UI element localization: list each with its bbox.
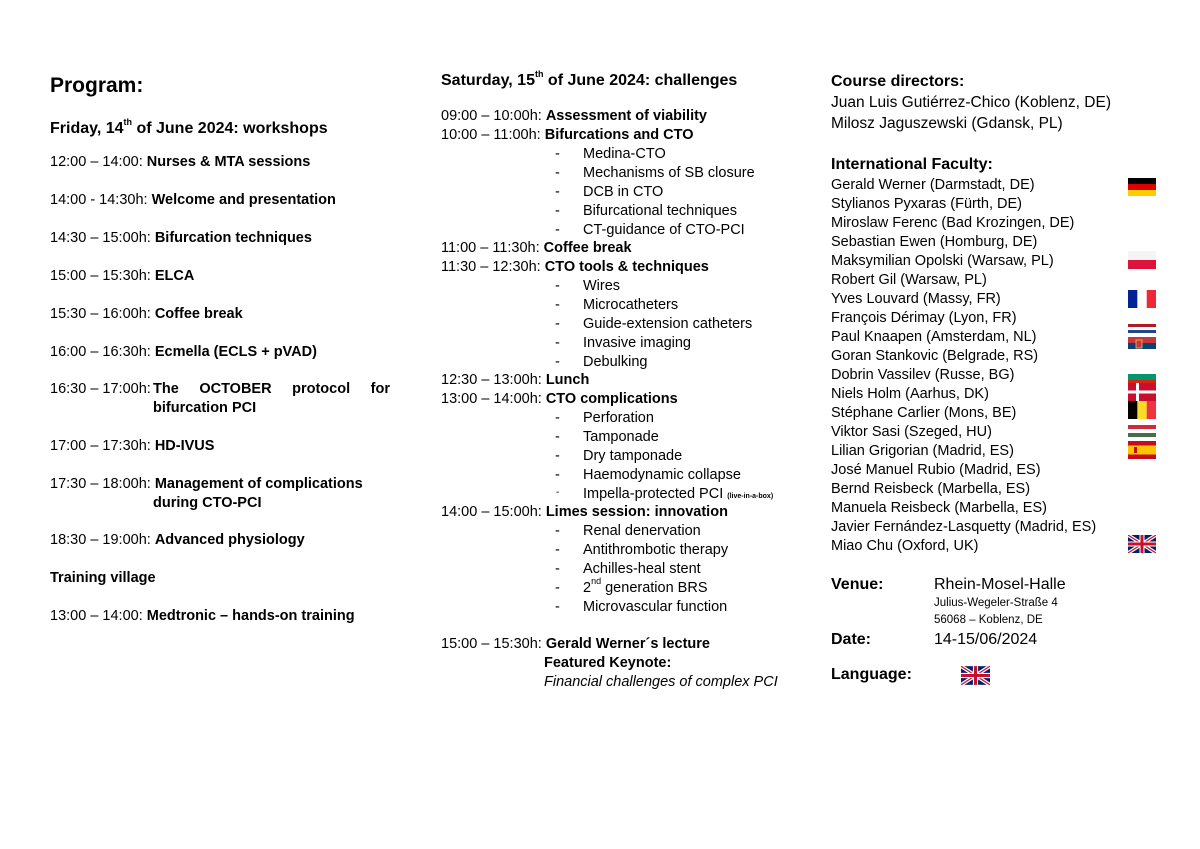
sub-bullet: - bbox=[555, 354, 560, 370]
faculty-member: Gerald Werner (Darmstadt, DE) bbox=[831, 177, 1035, 193]
faculty-member: Yves Louvard (Massy, FR) bbox=[831, 291, 1001, 307]
venue-street: Julius-Wegeler-Straße 4 bbox=[934, 597, 1058, 609]
date-label: Date: bbox=[831, 631, 872, 648]
sub-bullet: - bbox=[556, 487, 560, 498]
sub-bullet: - bbox=[555, 222, 560, 238]
sub-item: Invasive imaging bbox=[583, 335, 691, 351]
friday-heading: Friday, 14th of June 2024: workshops bbox=[50, 116, 328, 137]
sub-bullet: - bbox=[555, 278, 560, 294]
faculty-member: Dobrin Vassilev (Russe, BG) bbox=[831, 367, 1015, 383]
friday-item-title-line2: bifurcation PCI bbox=[153, 400, 257, 416]
sub-item: Debulking bbox=[583, 354, 648, 370]
lecture-item: 15:00 – 15:30h: Gerald Werner´s lecture bbox=[441, 636, 710, 652]
keynote-label: Featured Keynote: bbox=[544, 655, 672, 671]
sub-bullet: - bbox=[555, 146, 560, 162]
faculty-member: Miao Chu (Oxford, UK) bbox=[831, 538, 979, 554]
friday-item: 16:00 – 16:30h: Ecmella (ECLS + pVAD) bbox=[50, 344, 317, 360]
date-value: 14-15/06/2024 bbox=[934, 631, 1038, 648]
faculty-member: Bernd Reisbeck (Marbella, ES) bbox=[831, 481, 1031, 497]
saturday-item: 13:00 – 14:00h: CTO complications bbox=[441, 391, 678, 407]
directors-heading: Course directors: bbox=[831, 73, 965, 90]
faculty-member: Manuela Reisbeck (Marbella, ES) bbox=[831, 500, 1047, 516]
faculty-member: Javier Fernández-Lasquetty (Madrid, ES) bbox=[831, 519, 1097, 535]
friday-item: 18:30 – 19:00h: Advanced physiology bbox=[50, 532, 305, 548]
sub-item: Achilles-heal stent bbox=[583, 561, 701, 577]
sub-bullet: - bbox=[555, 448, 560, 464]
germany-flag-icon bbox=[1128, 178, 1156, 196]
faculty-member: Maksymilian Opolski (Warsaw, PL) bbox=[831, 253, 1054, 269]
sub-bullet: - bbox=[555, 165, 560, 181]
sub-item: Antithrombotic therapy bbox=[583, 542, 729, 558]
saturday-item: 12:30 – 13:00h: Lunch bbox=[441, 372, 590, 388]
sub-bullet: - bbox=[555, 561, 560, 577]
sub-item: Haemodynamic collapse bbox=[583, 467, 741, 483]
faculty-member: Lilian Grigorian (Madrid, ES) bbox=[831, 443, 1014, 459]
sub-item: Wires bbox=[583, 278, 621, 294]
saturday-item: 09:00 – 10:00h: Assessment of viability bbox=[441, 108, 707, 124]
faculty-member: Stylianos Pyxaras (Fürth, DE) bbox=[831, 196, 1022, 212]
sub-bullet: - bbox=[555, 523, 560, 539]
friday-item: 17:00 – 17:30h: HD-IVUS bbox=[50, 438, 215, 454]
saturday-item: 11:30 – 12:30h: CTO tools & techniques bbox=[441, 259, 709, 275]
director: Juan Luis Gutiérrez-Chico (Koblenz, DE) bbox=[831, 94, 1111, 111]
venue-name: Rhein-Mosel-Halle bbox=[934, 576, 1066, 593]
sub-bullet: - bbox=[555, 467, 560, 483]
sub-item: Dry tamponade bbox=[583, 448, 683, 464]
sub-item: 2nd generation BRS bbox=[583, 576, 708, 596]
sub-item: Medina-CTO bbox=[583, 146, 666, 162]
faculty-member: Viktor Sasi (Szeged, HU) bbox=[831, 424, 992, 440]
sub-item: Guide-extension catheters bbox=[583, 316, 753, 332]
faculty-member: François Dérimay (Lyon, FR) bbox=[831, 310, 1017, 326]
spain-flag-icon bbox=[1128, 441, 1156, 459]
sub-bullet: - bbox=[555, 410, 560, 426]
faculty-member: José Manuel Rubio (Madrid, ES) bbox=[831, 462, 1041, 478]
saturday-item: 11:00 – 11:30h: Coffee break bbox=[441, 240, 632, 256]
faculty-member: Stéphane Carlier (Mons, BE) bbox=[831, 405, 1017, 421]
sub-bullet: - bbox=[555, 599, 560, 615]
friday-item: 14:00 - 14:30h: Welcome and presentation bbox=[50, 192, 336, 208]
sub-bullet: - bbox=[555, 580, 560, 596]
language-label: Language: bbox=[831, 666, 912, 683]
friday-item-title-line2: during CTO-PCI bbox=[153, 495, 262, 511]
sub-bullet: - bbox=[555, 335, 560, 351]
venue-city: 56068 – Koblenz, DE bbox=[934, 614, 1043, 626]
sub-item: Impella-protected PCI (live-in-a-box) bbox=[583, 486, 774, 502]
sub-bullet: - bbox=[555, 184, 560, 200]
friday-item: 15:00 – 15:30h: ELCA bbox=[50, 268, 195, 284]
poland-flag-icon bbox=[1128, 251, 1156, 269]
director: Milosz Jaguszewski (Gdansk, PL) bbox=[831, 115, 1063, 132]
sub-bullet: - bbox=[555, 203, 560, 219]
friday-item: 17:30 – 18:00h: Management of complications bbox=[50, 476, 363, 492]
sub-item: Perforation bbox=[583, 410, 654, 426]
uk-flag-icon bbox=[961, 666, 990, 685]
hungary-flag-icon bbox=[1128, 425, 1156, 437]
denmark-flag-icon bbox=[1128, 383, 1156, 401]
faculty-member: Paul Knaapen (Amsterdam, NL) bbox=[831, 329, 1037, 345]
training-item: 13:00 – 14:00: Medtronic – hands-on training bbox=[50, 608, 355, 624]
training-heading: Training village bbox=[50, 570, 156, 586]
program-title: Program: bbox=[50, 74, 144, 97]
friday-item: 15:30 – 16:00h: Coffee break bbox=[50, 306, 243, 322]
faculty-member: Robert Gil (Warsaw, PL) bbox=[831, 272, 987, 288]
sub-item: Bifurcational techniques bbox=[583, 203, 737, 219]
belgium-flag-icon bbox=[1128, 401, 1156, 419]
faculty-heading: International Faculty: bbox=[831, 156, 993, 173]
sub-item: Renal denervation bbox=[583, 523, 701, 539]
sub-bullet: - bbox=[555, 297, 560, 313]
saturday-heading: Saturday, 15th of June 2024: challenges bbox=[441, 68, 738, 89]
sub-item: Tamponade bbox=[583, 429, 659, 445]
sub-item: Microvascular function bbox=[583, 599, 728, 615]
faculty-member: Sebastian Ewen (Homburg, DE) bbox=[831, 234, 1038, 250]
faculty-member: Niels Holm (Aarhus, DK) bbox=[831, 386, 989, 402]
faculty-member: Goran Stankovic (Belgrade, RS) bbox=[831, 348, 1039, 364]
friday-item-title: The OCTOBER protocol for bbox=[153, 381, 390, 397]
sub-item: CT-guidance of CTO-PCI bbox=[583, 222, 745, 238]
sub-bullet: - bbox=[555, 429, 560, 445]
sub-bullet: - bbox=[555, 316, 560, 332]
friday-item: 14:30 – 15:00h: Bifurcation techniques bbox=[50, 230, 312, 246]
france-flag-icon bbox=[1128, 290, 1156, 308]
sub-item: Microcatheters bbox=[583, 297, 679, 313]
sub-item: Mechanisms of SB closure bbox=[583, 165, 755, 181]
faculty-member: Miroslaw Ferenc (Bad Krozingen, DE) bbox=[831, 215, 1075, 231]
netherlands-flag-icon bbox=[1128, 324, 1156, 333]
uk-flag-icon bbox=[1128, 535, 1156, 553]
sub-bullet: - bbox=[555, 542, 560, 558]
saturday-item: 10:00 – 11:00h: Bifurcations and CTO bbox=[441, 127, 694, 143]
serbia-flag-icon bbox=[1128, 337, 1156, 355]
venue-label: Venue: bbox=[831, 576, 884, 593]
friday-item-time: 16:30 – 17:00h: bbox=[50, 381, 151, 397]
friday-item: 12:00 – 14:00: Nurses & MTA sessions bbox=[50, 154, 311, 170]
keynote-topic: Financial challenges of complex PCI bbox=[544, 674, 778, 690]
saturday-item: 14:00 – 15:00h: Limes session: innovation bbox=[441, 504, 728, 520]
sub-item: DCB in CTO bbox=[583, 184, 664, 200]
